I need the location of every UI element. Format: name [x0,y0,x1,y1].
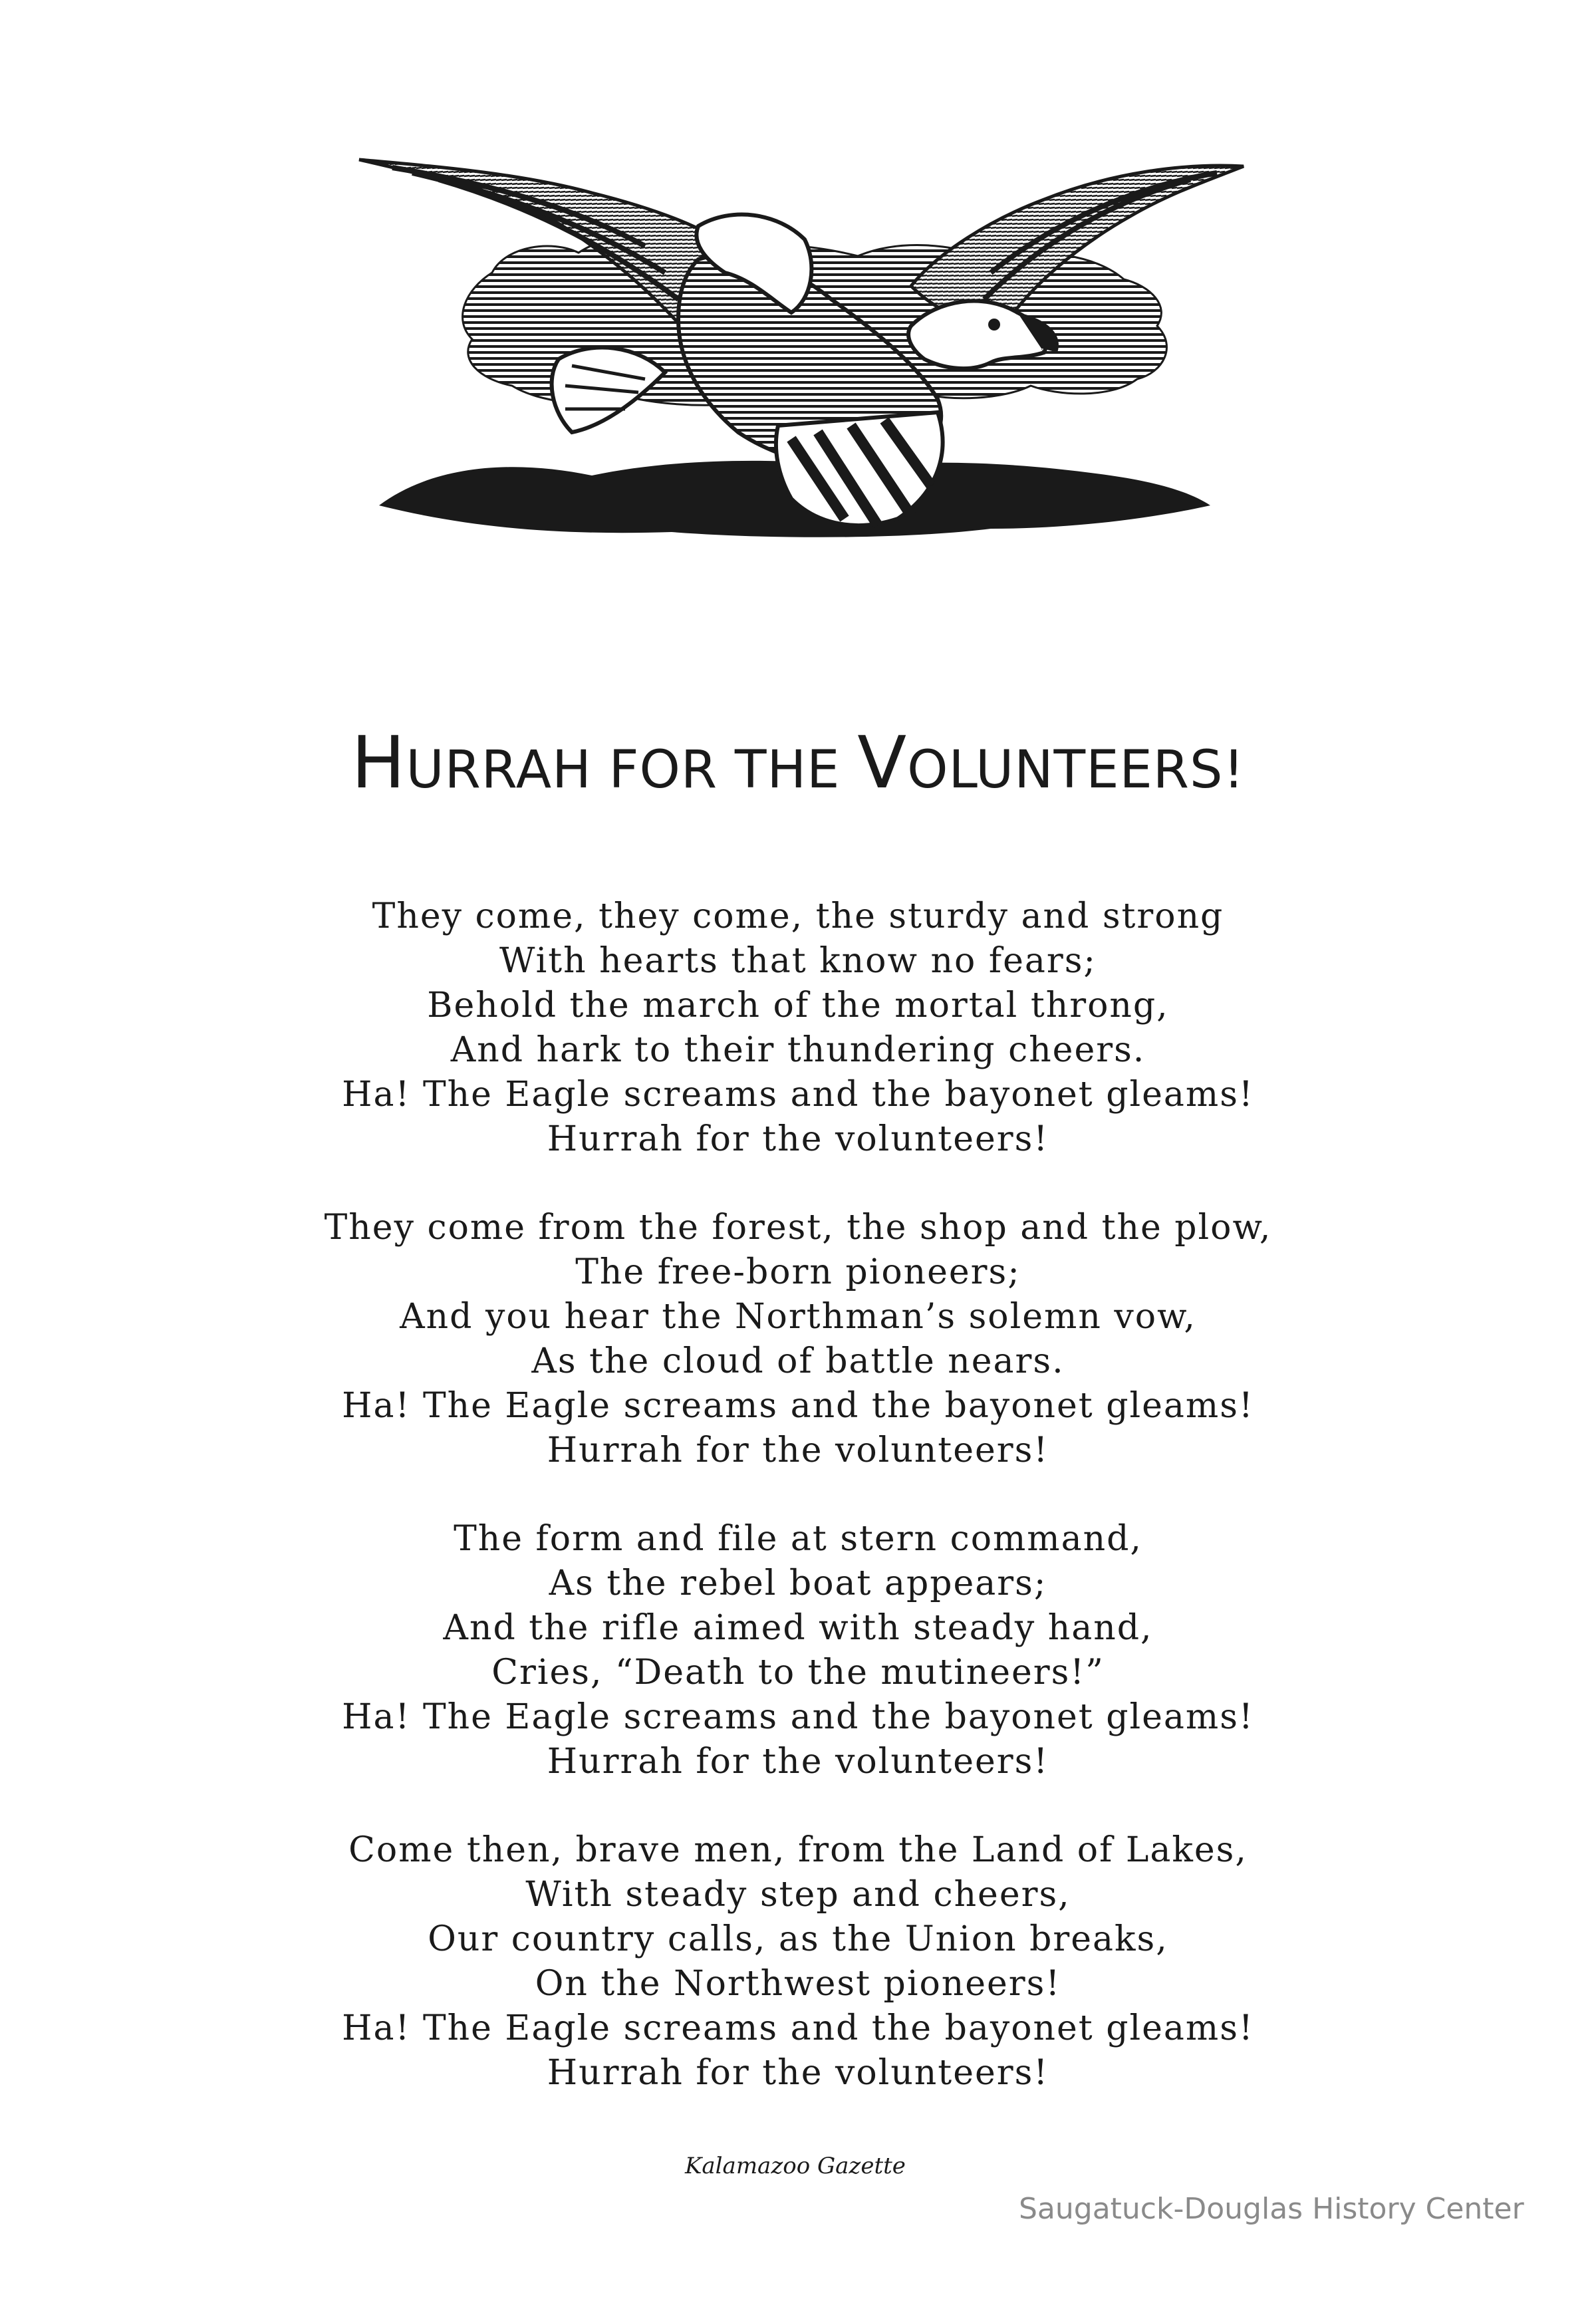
eagle-engraving-icon [352,146,1257,572]
stanza-1 [0,894,1596,1162]
poem-line: Our country calls, as the Union breaks, [428,1919,1168,1959]
poem-refrain-line: Hurrah for the volunteers! [547,2053,1049,2093]
page-title [0,722,1596,805]
watermark: Saugatuck-Douglas History Center [1019,2192,1524,2226]
poem-line: With steady step and cheers, [525,1875,1071,1915]
poem-refrain-line: Ha! The Eagle screams and the bayonet gleams! [342,1697,1254,1737]
title-initial-h: H [351,722,406,805]
poem-line: Cries, “Death to the mutineers!” [491,1653,1105,1693]
poem-line: As the cloud of battle nears. [531,1341,1065,1381]
poem-refrain-line: Hurrah for the volunteers! [547,1119,1049,1159]
poem-body [0,894,1596,2139]
poem-line: On the Northwest pioneers! [535,1964,1061,2004]
stanza-4 [0,1828,1596,2096]
poem-refrain-line: Ha! The Eagle screams and the bayonet gleams! [342,2008,1254,2048]
poem-line: With hearts that know no fears; [499,941,1097,981]
title-part-two: OLUNTEERS! [907,740,1245,800]
poem-line: And you hear the Northman’s solemn vow, [400,1297,1196,1337]
poem-refrain-line: Hurrah for the volunteers! [547,1430,1049,1470]
poem-line: They come from the forest, the shop and the plow, [324,1208,1272,1248]
poem-line: As the rebel boat appears; [549,1563,1047,1603]
poem-line: They come, they come, the sturdy and strong [372,896,1224,936]
poem-line: The form and file at stern command, [454,1519,1142,1559]
poem-line: Come then, brave men, from the Land of Lakes, [348,1830,1248,1870]
title-part-one: URRAH FOR THE [406,740,858,800]
poem-line: Behold the march of the mortal throng, [427,986,1169,1025]
poem-line: And the rifle aimed with steady hand, [443,1608,1153,1648]
poem-refrain-line: Ha! The Eagle screams and the bayonet gleams! [342,1075,1254,1115]
poem-line: The free-born pioneers; [575,1252,1021,1292]
stanza-2 [0,1206,1596,1473]
poem-refrain-line: Ha! The Eagle screams and the bayonet gleams! [342,1386,1254,1426]
poem-line: And hark to their thundering cheers. [450,1030,1146,1070]
title-initial-v: V [857,722,908,805]
poem-refrain-line: Hurrah for the volunteers! [547,1742,1049,1782]
stanza-3 [0,1517,1596,1784]
source-attribution: Kalamazoo Gazette [685,2153,906,2179]
